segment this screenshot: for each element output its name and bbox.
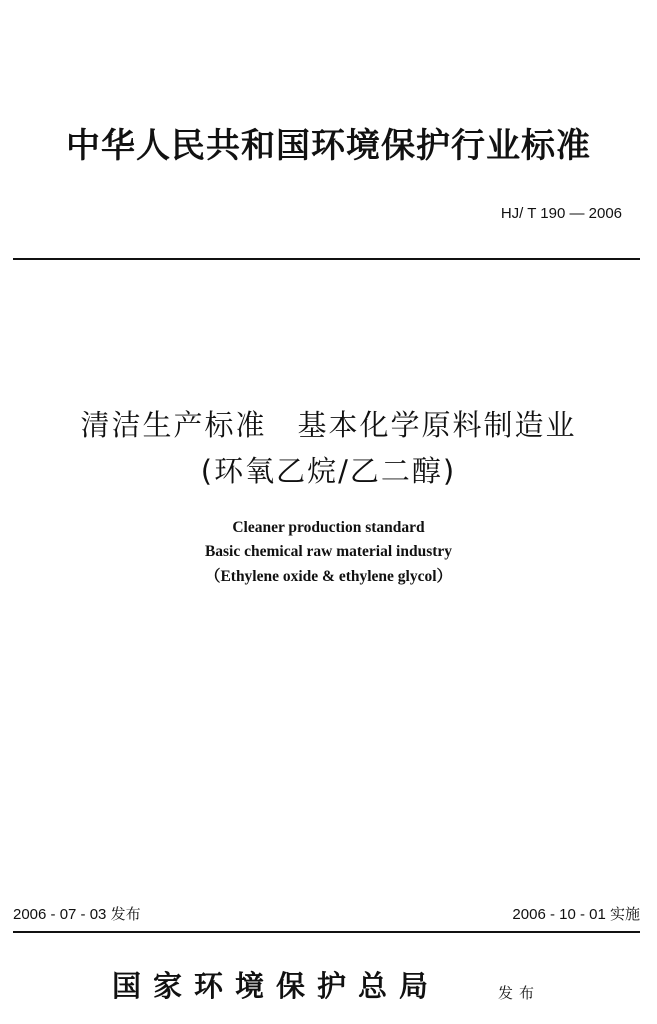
- document-title-en-line2: Basic chemical raw material industry: [204, 543, 453, 560]
- publisher-name: 国家环境保护总局: [112, 969, 441, 1003]
- effective-date: 2006 - 10 - 01 实施: [512, 906, 640, 923]
- standard-code: HJ/ T 190 — 2006: [500, 205, 622, 222]
- bottom-divider: [13, 931, 640, 933]
- issue-date: 2006 - 07 - 03 发布: [13, 906, 141, 923]
- top-divider: [13, 258, 640, 260]
- standard-category-title: 中华人民共和国环境保护行业标准: [66, 126, 591, 166]
- document-title-en-line3: （Ethylene oxide & ethylene glycol）: [204, 568, 453, 585]
- document-title-en-line1: Cleaner production standard: [232, 519, 425, 536]
- document-title-cn-line2: (环氧乙烷/乙二醇): [200, 454, 457, 488]
- document-title-cn-line1: 清洁生产标准 基本化学原料制造业: [80, 408, 577, 442]
- publish-label: 发布: [498, 984, 541, 1002]
